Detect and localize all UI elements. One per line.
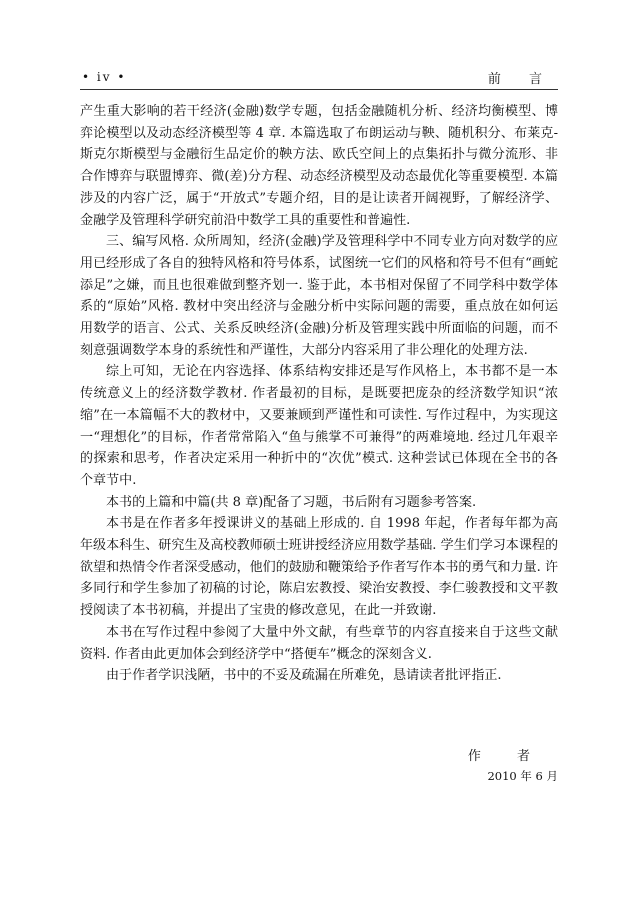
body-text xyxy=(80,101,558,687)
paragraph-continuation: 产生重大影响的若干经济(金融)数学专题，包括金融随机分析、经济均衡模型、博弈论模型以及动态经济模型等 4 章. 本篇选取了布朗运动与鞅、随机积分、布莱克-斯克尔斯模型与金融衍生品定价的鞅方法、欧氏空间上的点集拓扑与微分流形、非合作博弈与联盟博弈、微(差)分方程、动态经济模型及动态最优化等重要模型. 本篇涉及的内容广泛，属于“开放式”专题介绍，目的是让读者开阔视野，了解经济学、金融学及管理科学研究前沿中数学工具的重要性和普遍性. xyxy=(80,104,558,228)
page-header xyxy=(80,66,558,86)
paragraph-acknowledgement: 本书是在作者多年授课讲义的基础上形成的. 自 1998 年起，作者每年都为高年级本科生、研究生及高校教师硕士班讲授经济应用数学基础. 学生们学习本课程的欲望和热情令作者深受感动，他们的鼓励和鞭策给予作者写作本书的勇气和力量. 许多同行和学生参加了初稿的讨论，陈启宏教授、梁治安教授、李仁骏教授和文平教授阅读了本书初稿，并提出了宝贵的修改意见，在此一并致谢. xyxy=(80,516,558,619)
section-title: 前 言 xyxy=(487,72,554,87)
page-number: • iv • xyxy=(82,70,127,84)
signature-author: 作 者 xyxy=(467,749,546,764)
paragraph-closing: 由于作者学识浅陋，书中的不妥及疏漏在所难免，恳请读者批评指正. xyxy=(106,668,502,684)
paragraph-exercises: 本书的上篇和中篇(共 8 章)配备了习题，书后附有习题参考答案. xyxy=(106,494,477,510)
signature-date: 2010 年 6 月 xyxy=(487,769,558,783)
paragraph-references: 本书在写作过程中参阅了大量中外文献，有些章节的内容直接来自于这些文献资料. 作者由此更加体会到经济学中“搭便车”概念的深刻含义. xyxy=(80,624,558,662)
header-rule xyxy=(80,89,558,90)
paragraph-summary: 综上可知，无论在内容选择、体系结构安排还是写作风格上，本书都不是一本传统意义上的经济数学教材. 作者最初的目标，是既要把庞杂的经济数学知识“浓缩”在一本篇幅不大的教材中，又要兼顾到严谨性和可读性. 写作过程中，为实现这一“理想化”的目标，作者常常陷入“鱼与熊掌不可兼得”的两难境地. 经过几年艰辛的探索和思考，作者决定采用一种折中的“次优”模式. 这种尝试已体现在全书的各个章节中. xyxy=(80,364,558,488)
paragraph-writing-style: 三、编写风格. 众所周知，经济(金融)学及管理科学中不同专业方向对数学的应用已经形成了各自的独特风格和符号体系，试图统一它们的风格和符号不但有“画蛇添足”之嫌，而且也很难做到整齐划一. 鉴于此，本书相对保留了不同学科中数学体系的“原始”风格. 教材中突出经济与金融分析中实际问题的需要，重点放在如何运用数学的语言、公式、关系反映经济(金融)分析及管理实践中所面临的问题，而不刻意强调数学本身的系统性和严谨性，大部分内容采用了非公理化的处理方法. xyxy=(80,234,558,358)
